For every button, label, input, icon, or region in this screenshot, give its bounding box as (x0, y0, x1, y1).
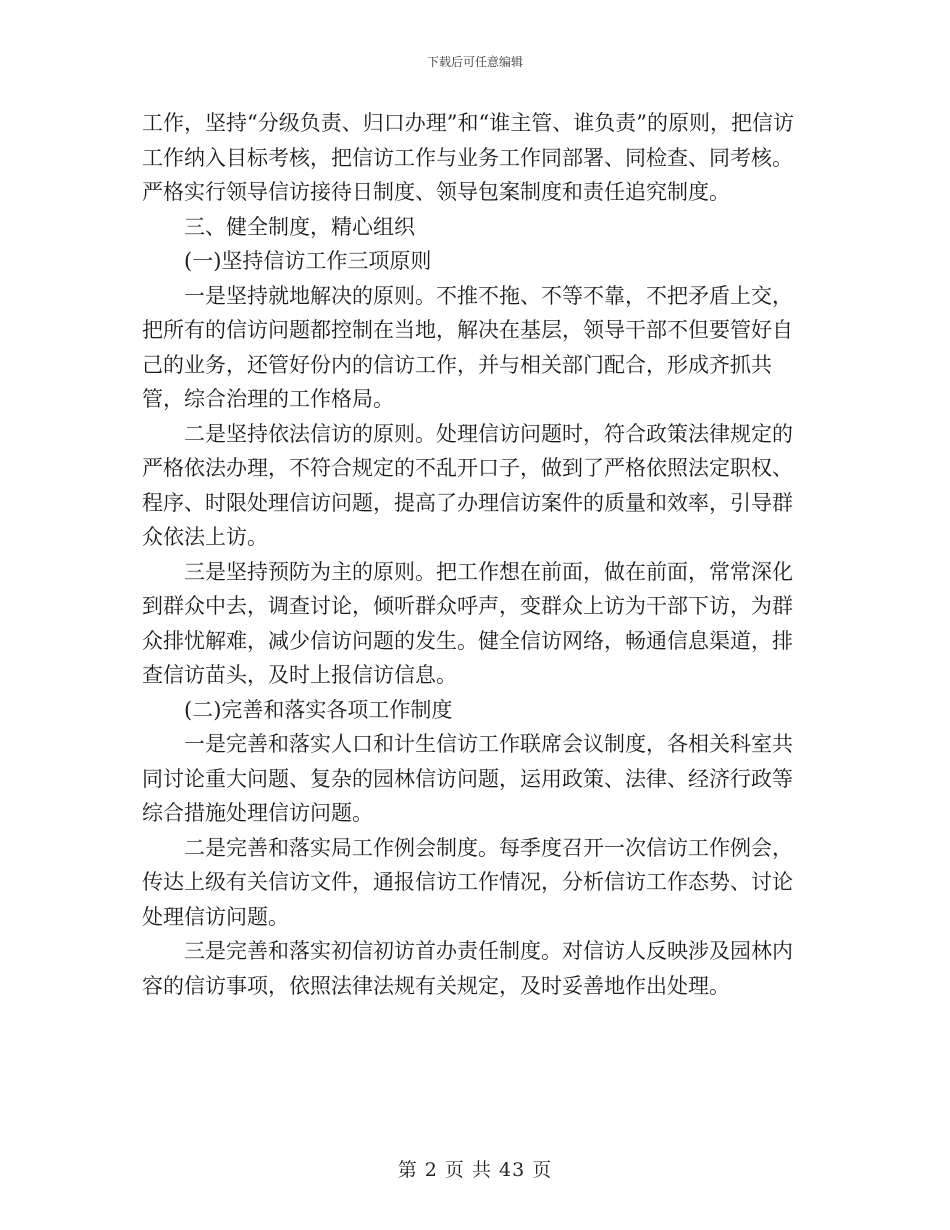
paragraph: 二是完善和落实局工作例会制度。每季度召开一次信访工作例会，传达上级有关信访文件，通报信访工作情况，分析信访工作态势、讨论处理信访问题。 (142, 835, 793, 929)
paragraph: 二是坚持依法信访的原则。处理信访问题时，符合政策法律规定的严格依法办理，不符合规定的不乱开口子，做到了严格依照法定职权、程序、时限处理信访问题，提高了办理信访案件的质量和效率，引导群众依法上访。 (142, 421, 793, 549)
subsection-heading: (二)完善和落实各项工作制度 (184, 697, 453, 722)
page-header: 下载后可任意编辑 (426, 55, 523, 69)
paragraph: 一是完善和落实人口和计生信访工作联席会议制度，各相关科室共同讨论重大问题、复杂的园林信访问题，运用政策、法律、经济行政等综合措施处理信访问题。 (142, 732, 793, 825)
paragraph: 三是完善和落实初信初访首办责任制度。对信访人反映涉及园林内容的信访事项，依照法律法规有关规定，及时妥善地作出处理。 (142, 939, 793, 998)
section-heading: 三、健全制度，精心组织 (184, 214, 415, 239)
paragraph-continued: 工作，坚持“分级负责、归口办理”和“谁主管、谁负责”的原则，把信访工作纳入目标考核，把信访工作与业务工作同部署、同检查、同考核。严格实行领导信访接待日制度、领导包案制度和责任追究制度。 (142, 111, 794, 204)
subsection-heading: (一)坚持信访工作三项原则 (184, 249, 432, 273)
paragraph: 一是坚持就地解决的原则。不推不拖、不等不靠，不把矛盾上交，把所有的信访问题都控制在当地，解决在基层，领导干部不但要管好自己的业务，还管好份内的信访工作，并与相关部门配合，形成齐抓共管，综合治理的工作格局。 (142, 283, 793, 411)
page-footer: 第 2 页 共 43 页 (397, 1159, 553, 1181)
document-body (142, 106, 810, 1003)
paragraph: 三是坚持预防为主的原则。把工作想在前面，做在前面，常常深化到群众中去，调查讨论，倾听群众呼声，变群众上访为干部下访，为群众排忧解难，减少信访问题的发生。健全信访网络，畅通信息渠道，排查信访苗头，及时上报信访信息。 (142, 559, 793, 687)
